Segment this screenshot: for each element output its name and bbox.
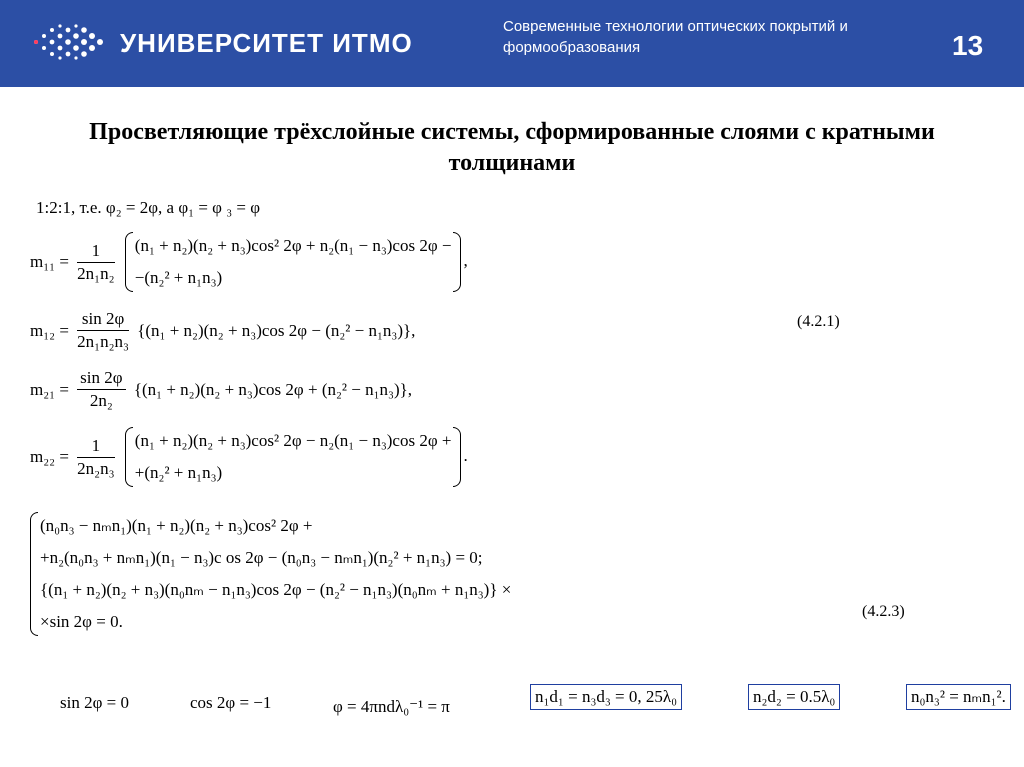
m22-brace [123,425,464,489]
m11-numerator: 1 [77,241,114,263]
thickness-ratio-text: 1:2:1, т.е. φ₂ = 2φ, а φ₁ = φ ₃ = φ [36,198,261,217]
equation-m12 [30,309,415,352]
university-name: УНИВЕРСИТЕТ ИТМО [120,28,413,58]
m21-body: {(n₁ + n₂)(n₂ + n₃)cos 2φ + (n₂² − n₁n₃)}, [133,379,413,399]
equation-m22 [30,425,468,489]
m22-tail: . [463,445,468,465]
m12-fraction [77,309,129,352]
result-box-index-condition: n₀n₃² = nₘn₁². [906,684,1011,710]
equation-number-4-2-3: (4.2.3) [862,603,905,620]
m11-fraction [77,241,114,284]
m22-numerator: 1 [77,436,114,458]
system-brace [28,510,523,638]
m22-fraction [77,436,114,479]
equation-m21 [30,368,412,411]
equation-number-4-2-1: (4.2.1) [797,313,840,330]
m22-lhs: m₂₂ = [30,447,69,466]
header-bar [0,0,1024,87]
system-row-4: ×sin 2φ = 0. [40,612,123,631]
m22-row-2: +(n₂² + n₁n₃) [134,463,223,482]
slide-number: 13 [952,30,984,61]
m11-row-2: −(n₂² + n₁n₃) [134,268,223,287]
condition-sin: sin 2φ = 0 [60,693,129,712]
system-row-1: (n₀n₃ − nₘn₁)(n₁ + n₂)(n₂ + n₃)cos² 2φ + [40,516,313,535]
course-title: Современные технологии оптических покрытий и формообразования [503,18,848,56]
m21-fraction [77,368,125,411]
m11-brace [123,230,464,294]
m11-lhs: m₁₁ = [30,252,69,271]
itmo-dots-logo-icon [30,22,108,62]
m11-row-1: (n₁ + n₂)(n₂ + n₃)cos² 2φ + n₂(n₁ − n₃)cos 2φ − [134,236,452,255]
m21-numerator: sin 2φ [77,368,125,390]
m11-tail: , [463,250,468,270]
m21-denominator: 2n₂ [89,391,113,410]
equation-system [28,510,523,638]
system-row-2: +n₂(n₀n₃ + nₘn₁)(n₁ − n₃)c os 2φ − (n₀n₃ − nₘn₁)(n₂² + n₁n₃) = 0; [40,548,483,567]
m22-denominator: 2n₂n₃ [77,458,115,478]
m12-denominator: 2n₁n₂n₃ [77,332,129,351]
m12-body: {(n₁ + n₂)(n₂ + n₃)cos 2φ − (n₂² − n₁n₃)}, [137,320,416,340]
m11-denominator: 2n₁n₂ [77,263,115,283]
condition-cos: cos 2φ = −1 [190,693,272,712]
m12-numerator: sin 2φ [77,309,129,331]
m22-row-1: (n₁ + n₂)(n₂ + n₃)cos² 2φ − n₂(n₁ − n₃)cos 2φ + [134,431,452,450]
result-box-quarter-wave: n₁d₁ = n₃d₃ = 0, 25λ₀ [530,684,682,710]
m12-lhs: m₁₂ = [30,320,69,340]
result-box-half-wave: n₂d₂ = 0.5λ₀ [748,684,840,710]
m21-lhs: m₂₁ = [30,379,69,399]
condition-phi: φ = 4πndλ₀⁻¹ = π [333,697,450,716]
equation-m11 [30,230,468,294]
slide-title: Просветляющие трёхслойные системы, сформированные слоями с кратными толщинами [89,119,935,176]
system-row-3: {(n₁ + n₂)(n₂ + n₃)(n₀nₘ − n₁n₃)cos 2φ − (n₂² − n₁n₃)(n₀nₘ + n₁n₃)} × [40,580,512,599]
